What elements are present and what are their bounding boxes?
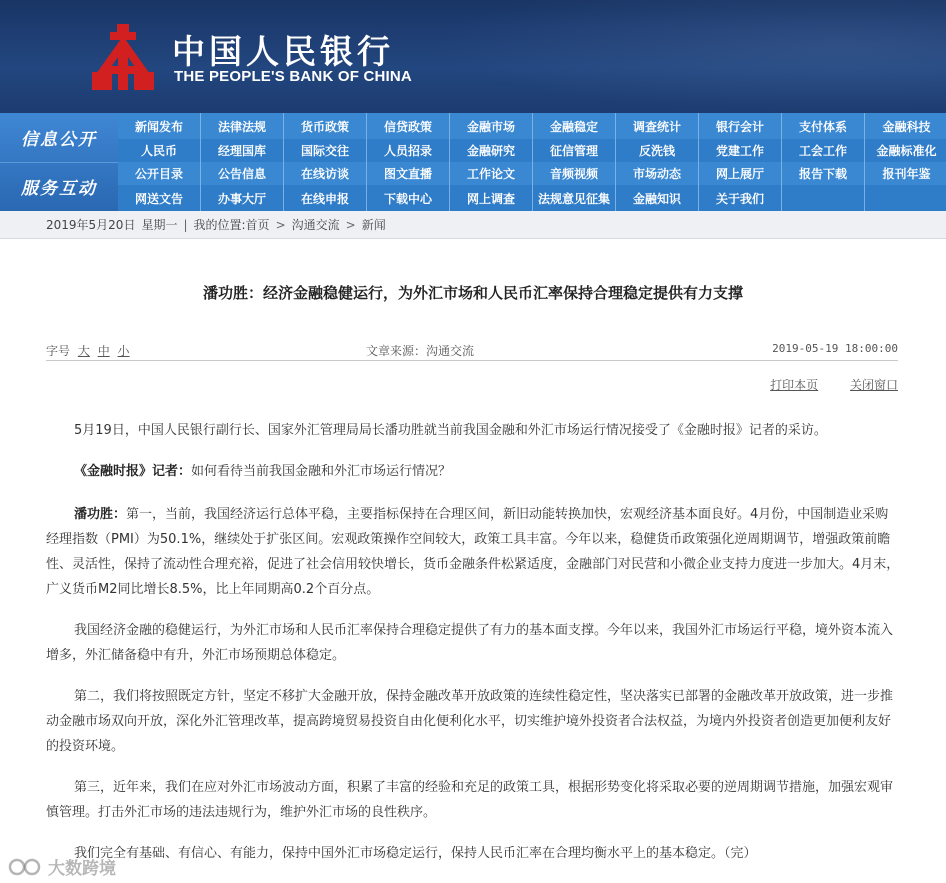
nav-section-labels <box>0 113 118 211</box>
nav-item[interactable]: 调查统计 <box>616 113 699 139</box>
current-date: 2019年5月20日 <box>46 218 136 232</box>
nav-item[interactable]: 工会工作 <box>782 139 865 162</box>
watermark-logo-icon <box>8 857 42 877</box>
breadcrumb-home-link[interactable]: 我的位置:首页 <box>193 218 270 232</box>
nav-item[interactable]: 工作论文 <box>450 162 533 185</box>
article-datetime: 2019-05-19 18:00:00 <box>772 342 898 355</box>
close-window-link[interactable]: 关闭窗口 <box>849 378 898 392</box>
nav-item[interactable]: 在线访谈 <box>284 162 367 185</box>
font-size-controls <box>46 342 130 359</box>
breadcrumb-separator: | <box>183 217 188 232</box>
nav-item[interactable]: 网送文告 <box>118 185 201 211</box>
site-header <box>0 0 946 113</box>
nav-item-empty <box>865 185 946 211</box>
nav-item[interactable]: 银行会计 <box>699 113 782 139</box>
nav-item[interactable]: 经理国库 <box>201 139 284 162</box>
paragraph: 我国经济金融的稳健运行，为外汇市场和人民币汇率保持合理稳定提供了有力的基本面支撑。今年以来，我国外汇市场运行平稳，境外资本流入增多，外汇储备稳中有升，外汇市场预期总体稳定。 <box>46 623 894 663</box>
breadcrumb-separator: > <box>275 217 286 232</box>
article-meta <box>46 338 898 361</box>
answer-paragraph <box>46 502 900 602</box>
nav-item[interactable]: 图文直播 <box>367 162 450 185</box>
nav-row <box>118 139 946 162</box>
nav-row <box>118 162 946 185</box>
nav-item[interactable]: 货币政策 <box>284 113 367 139</box>
breadcrumb-item-news[interactable]: 新闻 <box>361 218 386 232</box>
nav-row <box>118 185 946 211</box>
nav-item[interactable]: 信贷政策 <box>367 113 450 139</box>
nav-item[interactable]: 报刊年鉴 <box>882 167 931 181</box>
question-paragraph <box>46 459 900 484</box>
paragraph: 第三，近年来，我们在应对外汇市场波动方面，积累了丰富的经验和充足的政策工具，根据形势变化将采取必要的逆周期调节措施，加强宏观审慎管理。打击外汇市场的违法违规行为，维护外汇市场的良性秩序。 <box>46 780 894 820</box>
nav-section-info-disclosure[interactable]: 信息公开 <box>0 113 118 163</box>
nav-item[interactable]: 国际交往 <box>284 139 367 162</box>
font-size-medium-link[interactable]: 中 <box>97 344 110 358</box>
watermark <box>8 854 116 879</box>
nav-item[interactable]: 公告信息 <box>201 162 284 185</box>
nav-item[interactable]: 反洗钱 <box>616 139 699 162</box>
font-size-label: 字号 <box>46 344 71 358</box>
nav-item[interactable]: 在线申报 <box>284 185 367 211</box>
nav-item[interactable]: 金融研究 <box>450 139 533 162</box>
nav-item[interactable]: 办事大厅 <box>201 185 284 211</box>
current-weekday: 星期一 <box>141 218 178 232</box>
nav-item[interactable]: 新闻发布 <box>118 113 201 139</box>
nav-section-service-interaction[interactable]: 服务互动 <box>21 179 97 199</box>
answer-label: 潘功胜： <box>74 507 127 522</box>
paragraph: 我们完全有基础、有信心、有能力，保持中国外汇市场稳定运行，保持人民币汇率在合理均衡水平上的基本稳定。（完） <box>74 846 757 861</box>
nav-item[interactable]: 报告下载 <box>782 162 865 185</box>
font-size-small-link[interactable]: 小 <box>117 344 130 358</box>
nav-item[interactable]: 征信管理 <box>533 139 616 162</box>
nav-item[interactable]: 金融稳定 <box>533 113 616 139</box>
site-title-cn: 中国人民银行 <box>172 32 394 71</box>
article-source: 文章来源：沟通交流 <box>366 344 475 358</box>
question-text: 如何看待当前我国金融和外汇市场运行情况？ <box>191 464 452 479</box>
watermark-text: 大数跨境 <box>48 859 116 879</box>
print-page-link[interactable]: 打印本页 <box>770 378 819 392</box>
main-navigation <box>0 113 946 211</box>
nav-item[interactable]: 金融标准化 <box>876 144 937 158</box>
nav-item[interactable]: 下载中心 <box>367 185 450 211</box>
nav-item[interactable]: 公开目录 <box>118 162 201 185</box>
font-size-large-link[interactable]: 大 <box>77 344 90 358</box>
nav-grid <box>118 113 946 211</box>
nav-item-empty <box>782 185 865 211</box>
nav-item[interactable]: 网上展厅 <box>699 162 782 185</box>
nav-item[interactable]: 金融知识 <box>616 185 699 211</box>
nav-item[interactable]: 市场动态 <box>616 162 699 185</box>
nav-item[interactable]: 人民币 <box>118 139 201 162</box>
nav-item[interactable]: 音频视频 <box>533 162 616 185</box>
breadcrumb-separator: > <box>345 217 356 232</box>
article-title: 潘功胜：经济金融稳健运行，为外汇市场和人民币汇率保持合理稳定提供有力支撑 <box>202 284 743 302</box>
pboc-emblem-icon[interactable] <box>88 22 158 92</box>
nav-item[interactable]: 人员招录 <box>367 139 450 162</box>
paragraph: 5月19日，中国人民银行副行长、国家外汇管理局局长潘功胜就当前我国金融和外汇市场运行情况接受了《金融时报》记者的采访。 <box>74 423 827 438</box>
answer-text: 第一，当前，我国经济运行总体平稳，主要指标保持在合理区间，新旧动能转换加快，宏观经济基本面良好。4月份，中国制造业采购经理指数（PMI）为50.1%，继续处于扩张区间。宏观政策操作空间较大，政策工具丰富。今年以来，稳健货币政策强化逆周期调节，增强政策前瞻性、灵活性，保持了流动性合理充裕，促进了社会信用较快增长，货币金融条件松紧适度，金融部门对民营和小微企业支持力度进一步加大。4月末，广义货币M2同比增长8.5%，比上年同期高0.2个百分点。 <box>46 507 900 597</box>
nav-item[interactable]: 金融市场 <box>450 113 533 139</box>
nav-item[interactable]: 支付体系 <box>782 113 865 139</box>
question-label: 《金融时报》记者： <box>74 464 192 479</box>
nav-item[interactable]: 关于我们 <box>699 185 782 211</box>
article-body <box>46 418 900 882</box>
site-title-en: THE PEOPLE'S BANK OF CHINA <box>174 68 412 85</box>
article-actions <box>742 376 898 393</box>
nav-item[interactable]: 党建工作 <box>699 139 782 162</box>
paragraph: 第二，我们将按照既定方针，坚定不移扩大金融开放，保持金融改革开放政策的连续性稳定性，坚决落实已部署的金融改革开放政策，进一步推动金融市场双向开放，深化外汇管理改革，提高跨境贸易投资自由化便利化水平，切实维护境外投资者合法权益，为境内外投资者创造更加便利友好的投资环境。 <box>46 689 894 754</box>
nav-item[interactable]: 金融科技 <box>882 119 931 134</box>
nav-item[interactable]: 法律法规 <box>201 113 284 139</box>
nav-item[interactable]: 法规意见征集 <box>533 185 616 211</box>
breadcrumb <box>0 211 946 239</box>
nav-item[interactable]: 网上调查 <box>450 185 533 211</box>
nav-row <box>118 113 946 139</box>
breadcrumb-item-communication[interactable]: 沟通交流 <box>291 218 340 232</box>
